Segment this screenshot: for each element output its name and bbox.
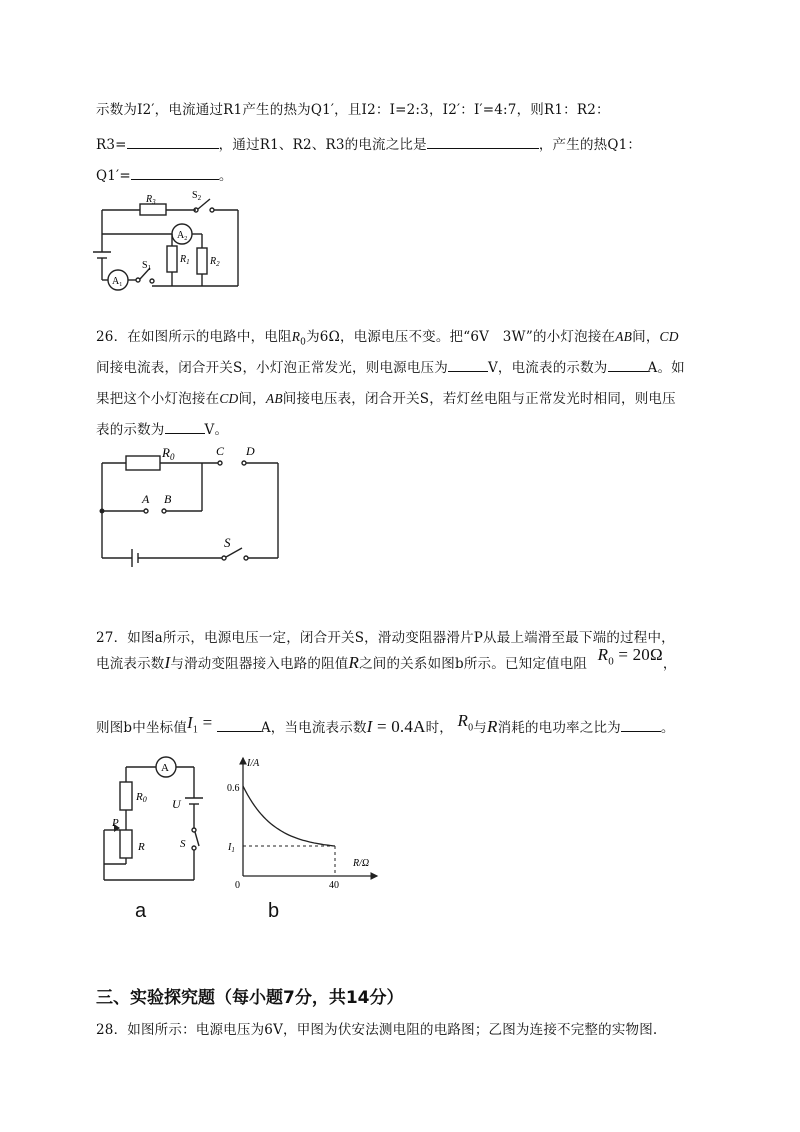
answer-blank[interactable]	[217, 719, 261, 732]
q27-line-3: 则图b中坐标值$I_1 = A$，当电流表示数I = 0.4A时， $R_0$与R消耗的电功率之比为 。	[96, 711, 675, 736]
rheostat-r-label: R	[138, 841, 145, 853]
q25-line-3: Q1′= 。	[96, 168, 233, 184]
answer-blank[interactable]	[621, 719, 661, 732]
q26-line-1: 26．在如图所示的电路中，电阻$R_0$为6Ω，电源电压不变。把“6V 3W”的小灯泡接在AB间，CD	[96, 329, 679, 348]
answer-blank[interactable]	[448, 359, 488, 372]
switch-s-label: S	[180, 838, 186, 850]
i-r-curve	[243, 786, 335, 846]
terminal-d-label: D	[246, 444, 255, 458]
x-tick-label: 40	[329, 880, 339, 891]
answer-blank[interactable]	[127, 136, 219, 149]
q25-circuit-diagram	[92, 188, 262, 298]
answer-blank[interactable]	[131, 167, 219, 180]
y-tick-label: 0.6	[227, 783, 240, 794]
q27-line-1: 27．如图a所示，电源电压一定，闭合开关S，滑动变阻器滑片P从最上端滑至最下端的过程中，	[96, 630, 675, 646]
answer-blank[interactable]	[165, 421, 205, 434]
y-marker-label: $I_1$	[228, 842, 235, 854]
q25-line-2: R3= ，通过R1、R2、R3的电流之比是 ，产生的热Q1：	[96, 137, 642, 153]
q28-line: 28．如图所示：电源电压为6V，甲图为伏安法测电阻的电路图；乙图为连接不完整的实物图.	[96, 1022, 658, 1038]
r0-label: R0	[136, 791, 147, 804]
s1-label: $S_1$	[142, 260, 152, 272]
terminal-a-label: A	[142, 492, 150, 506]
ammeter-label: A	[161, 762, 169, 774]
r0-label: $R_0$	[162, 445, 175, 462]
s2-label: $S_2$	[192, 190, 202, 202]
q26-line-2: 间接电流表，闭合开关S，小灯泡正常发光，则电源电压为 V，电流表的示数为 A。如	[96, 360, 685, 376]
r1-label: $R_1$	[180, 254, 190, 266]
q26-line-4: 表的示数为 V。	[96, 422, 229, 438]
switch-s-label: S	[224, 535, 231, 550]
figure-b-caption: b	[268, 900, 280, 922]
origin-label: 0	[235, 880, 240, 891]
section-heading: 三、实验探究题（每小题7分，共14分）	[96, 988, 404, 1008]
q26-circuit-diagram	[96, 445, 286, 570]
q27-figure-a-circuit	[98, 752, 218, 882]
ammeter-a2-label: $A_2$	[177, 230, 188, 242]
q27-figure-b-graph	[225, 752, 385, 892]
x-axis-label: R/Ω	[353, 858, 370, 869]
terminal-c-label: C	[216, 444, 225, 458]
q26-line-3: 果把这个小灯泡接在CD间，AB间接电压表，闭合开关S，若灯丝电阻与正常发光时相同，则电压	[96, 391, 676, 407]
voltage-u-label: U	[172, 797, 181, 811]
slider-p-label: P	[112, 817, 119, 829]
r3-label: $R_3$	[146, 194, 156, 206]
y-axis-label: I/A	[247, 758, 260, 769]
figure-a-caption: a	[135, 900, 147, 922]
ammeter-a1-label: $A_1$	[112, 276, 123, 288]
answer-blank[interactable]	[608, 359, 648, 372]
r2-label: $R_2$	[210, 256, 220, 268]
q25-line-1: 示数为I2′，电流通过R1产生的热为Q1′，且I2：I=2:3，I2′：I′=4:7，则R1：R2：	[96, 102, 610, 118]
terminal-b-label: B	[164, 492, 172, 506]
q27-line-2: 电流表示数I与滑动变阻器接入电路的阻值R之间的关系如图b所示。已知定值电阻 $R_0 = 20\Omega$，	[96, 645, 677, 672]
answer-blank[interactable]	[427, 136, 539, 149]
